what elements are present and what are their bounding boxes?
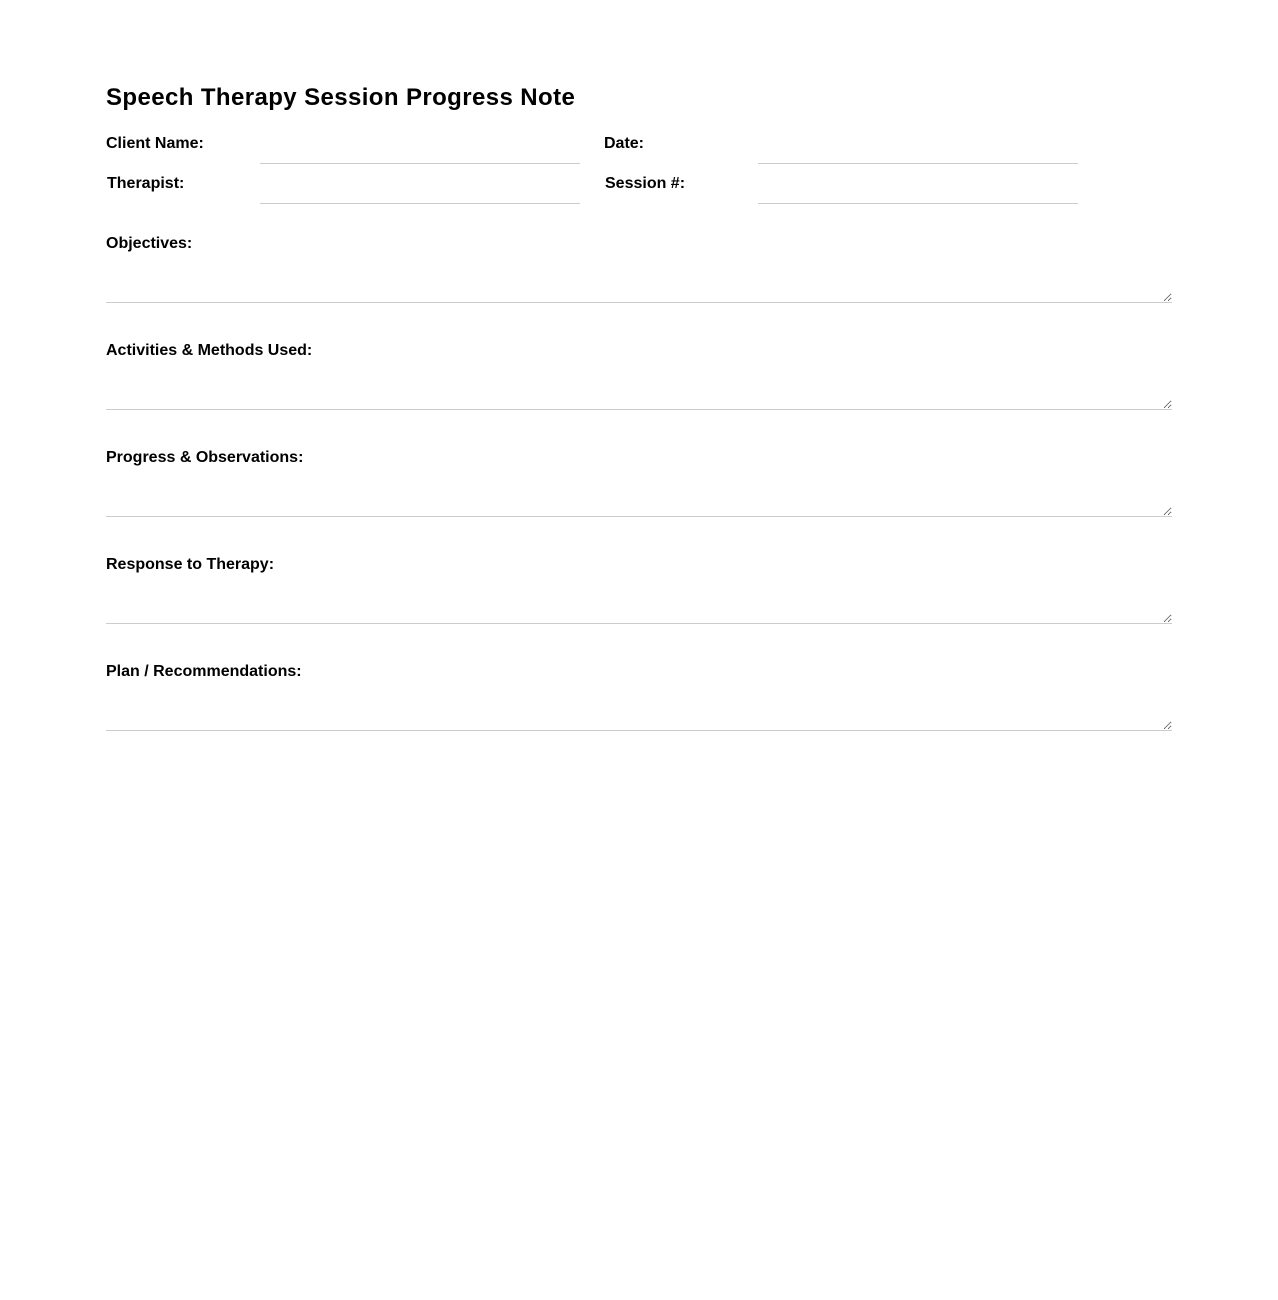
plan-recommendations-textarea[interactable] (106, 695, 1172, 731)
session-number-label: Session #: (605, 175, 686, 192)
progress-observations-label: Progress & Observations: (106, 449, 304, 466)
progress-observations-textarea[interactable] (106, 481, 1172, 517)
therapist-label: Therapist: (107, 175, 185, 192)
session-number-input[interactable] (758, 177, 1078, 204)
client-name-input[interactable] (260, 137, 580, 164)
date-label: Date: (604, 135, 645, 152)
objectives-textarea[interactable] (106, 267, 1172, 303)
page-title: Speech Therapy Session Progress Note (106, 84, 576, 111)
plan-recommendations-label: Plan / Recommendations: (106, 663, 302, 680)
activities-methods-textarea[interactable] (106, 374, 1172, 410)
client-name-label: Client Name: (106, 135, 204, 152)
date-input[interactable] (758, 137, 1078, 164)
therapist-input[interactable] (260, 177, 580, 204)
objectives-label: Objectives: (106, 235, 193, 252)
activities-methods-label: Activities & Methods Used: (106, 342, 313, 359)
response-to-therapy-label: Response to Therapy: (106, 556, 275, 573)
response-to-therapy-textarea[interactable] (106, 588, 1172, 624)
